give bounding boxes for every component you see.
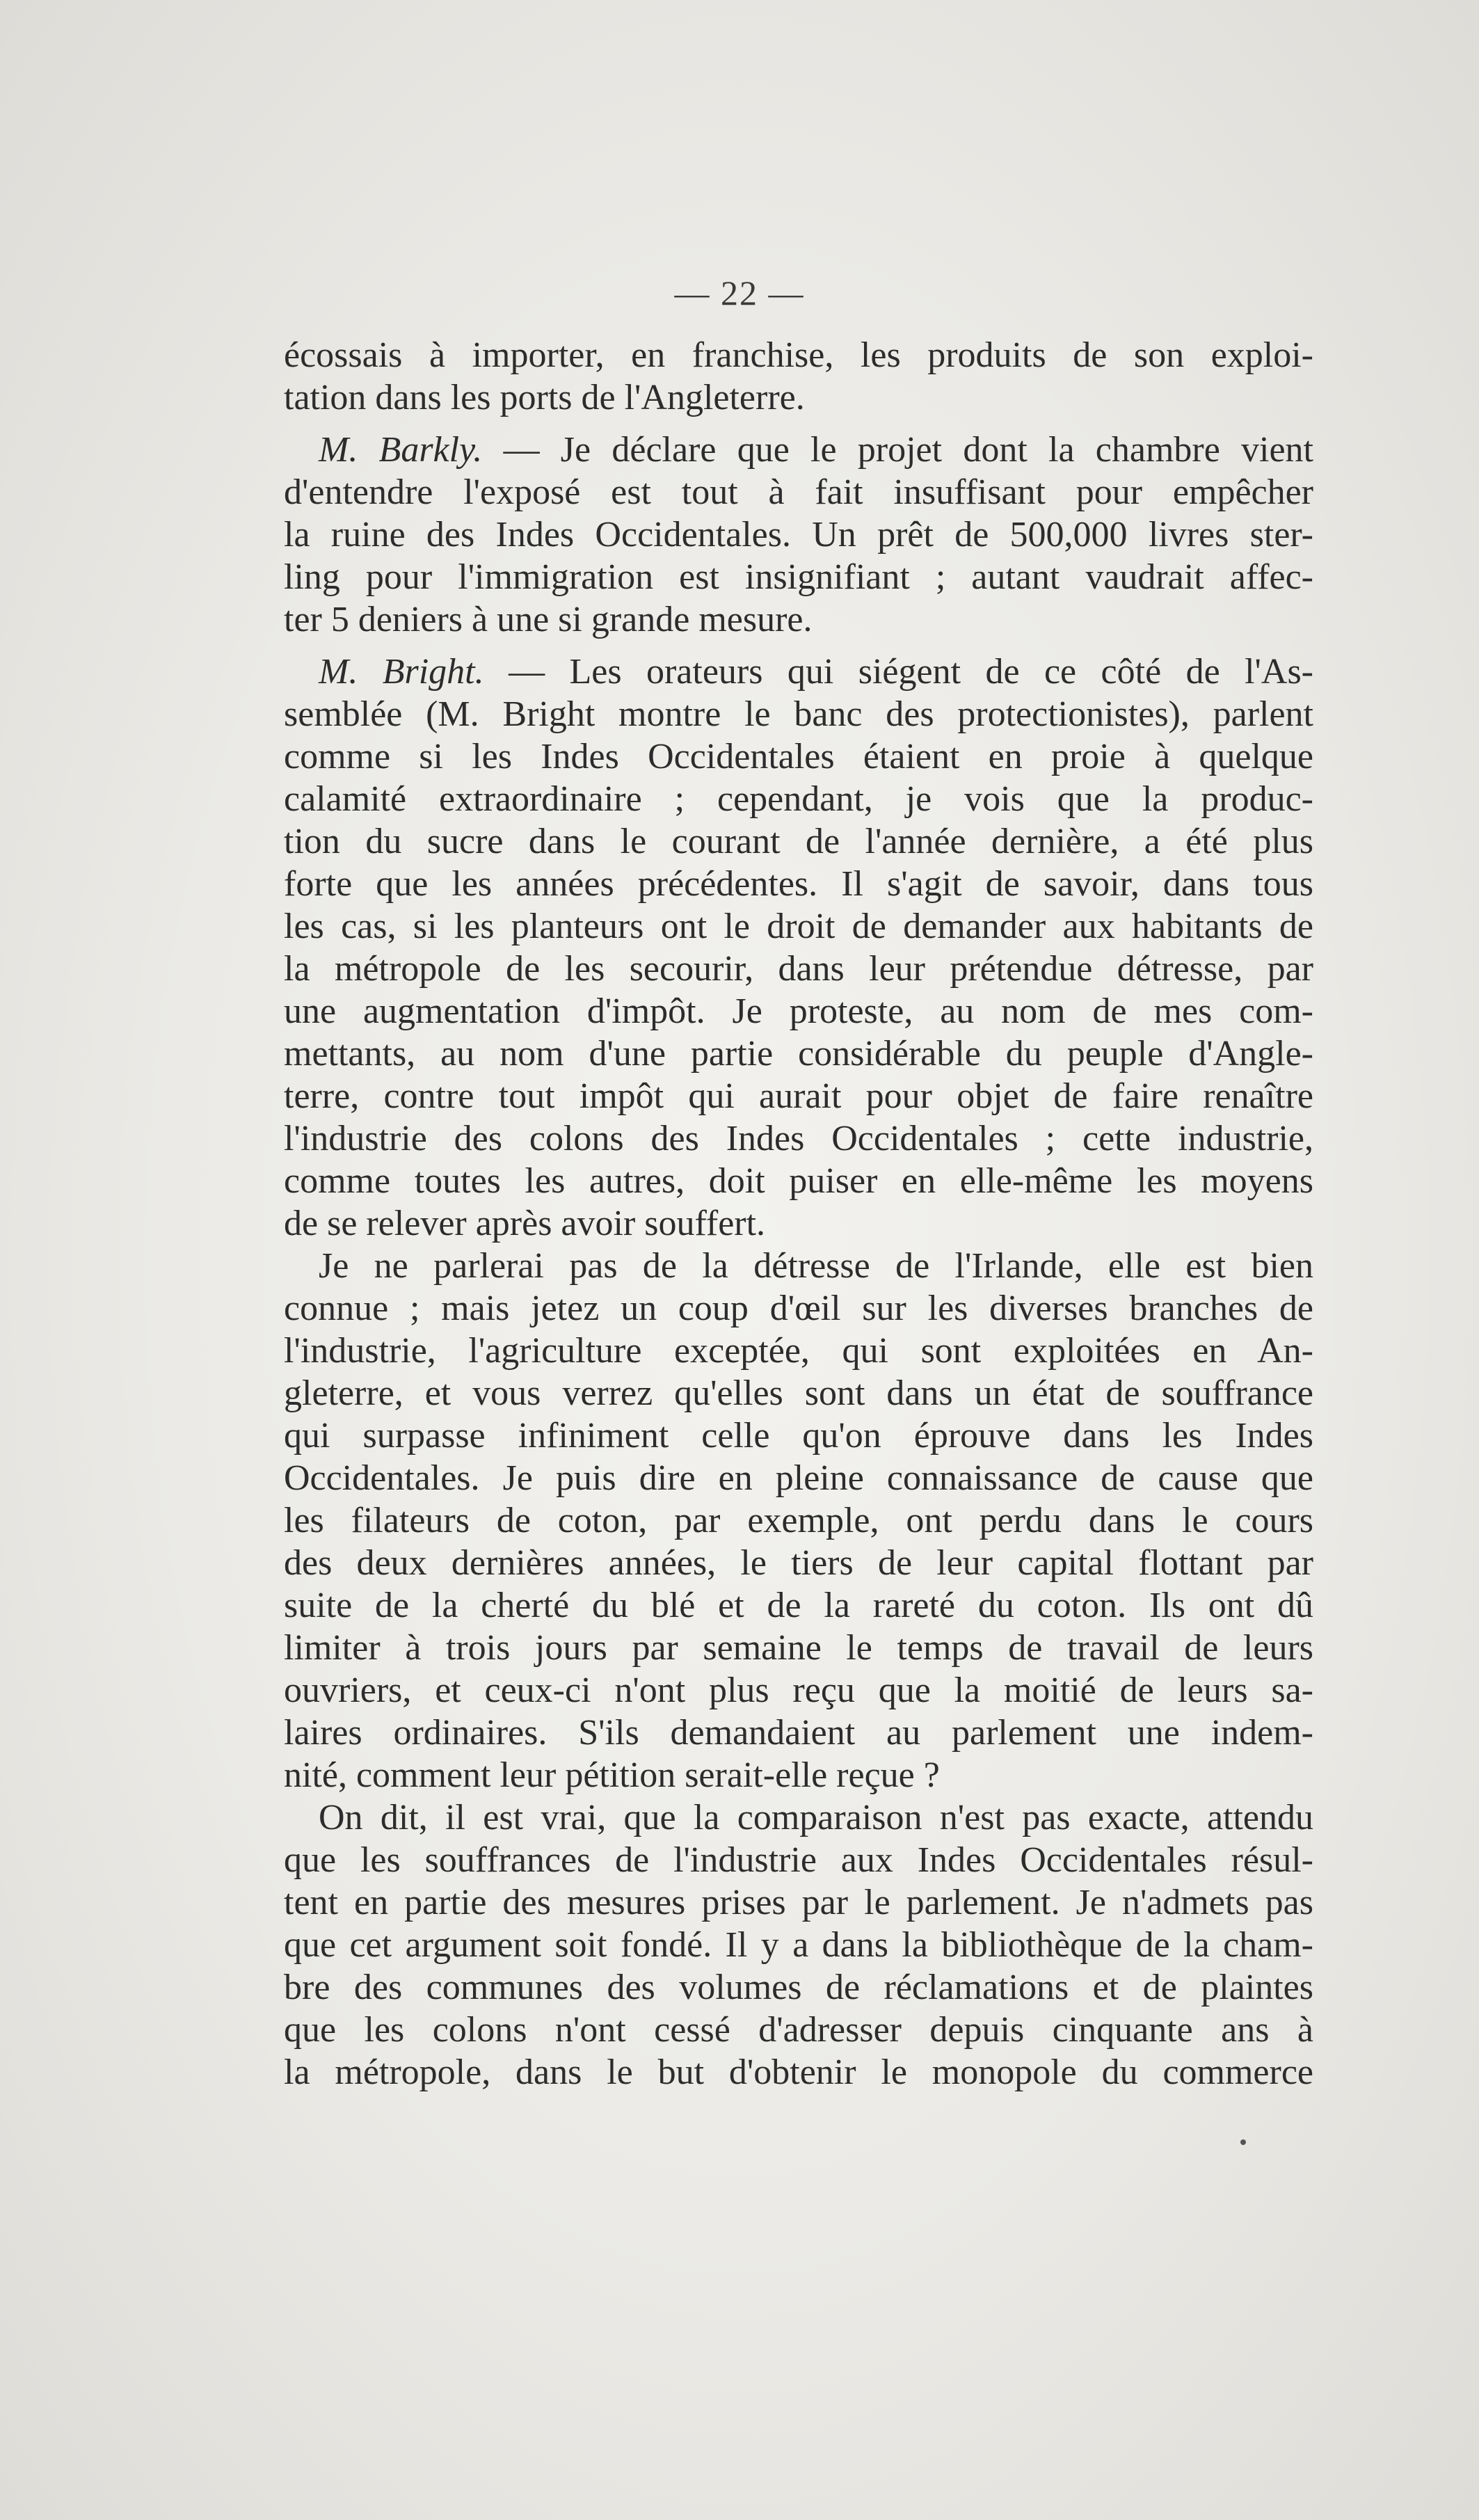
text-line: la métropole, dans le but d'obtenir le monopole du commerce	[284, 2052, 1313, 2092]
text-line: gleterre, et vous verrez qu'elles sont dans un état de souffrance	[284, 1373, 1313, 1413]
text-line: d'entendre l'exposé est tout à fait insuffisant pour empêcher	[284, 472, 1313, 512]
text-line: la métropole de les secourir, dans leur prétendue détresse, par	[284, 949, 1313, 989]
text-line: laires ordinaires. S'ils demandaient au parlement une indem-	[284, 1713, 1313, 1753]
text-line: que cet argument soit fondé. Il y a dans la bibliothèque de la cham-	[284, 1925, 1313, 1965]
text-line: écossais à importer, en franchise, les produits de son exploi-	[284, 335, 1313, 375]
text-line: que les colons n'ont cessé d'adresser depuis cinquante ans à	[284, 2010, 1313, 2050]
text-line: mettants, au nom d'une partie considérable du peuple d'Angle-	[284, 1034, 1313, 1074]
text-line: la ruine des Indes Occidentales. Un prêt de 500,000 livres ster-	[284, 515, 1313, 555]
text-line: ling pour l'immigration est insignifiant ; autant vaudrait affec-	[284, 557, 1313, 597]
text-line: des deux dernières années, le tiers de leur capital flottant par	[284, 1543, 1313, 1583]
text-line: ouvriers, et ceux-ci n'ont plus reçu que la moitié de leurs sa-	[284, 1670, 1313, 1710]
text-line: On dit, il est vrai, que la comparaison n'est pas exacte, attendu	[319, 1798, 1313, 1837]
text-line: comme toutes les autres, doit puiser en elle-même les moyens	[284, 1161, 1313, 1201]
text-line: calamité extraordinaire ; cependant, je vois que la produc-	[284, 779, 1313, 819]
page-number: — 22 —	[674, 273, 805, 312]
text-line: comme si les Indes Occidentales étaient en proie à quelque	[284, 737, 1313, 776]
text-line: les cas, si les planteurs ont le droit de demander aux habitants de	[284, 907, 1313, 946]
speech-text: — Je déclare que le projet dont la chambre vient	[503, 430, 1314, 470]
text-line: suite de la cherté du blé et de la rareté du coton. Ils ont dû	[284, 1586, 1313, 1625]
speech-text: — Les orateurs qui siégent de ce côté de l'As-	[509, 652, 1313, 692]
text-line: semblée (M. Bright montre le banc des protectionistes), parlent	[284, 694, 1313, 734]
text-line: bre des communes des volumes de réclamations et de plaintes	[284, 1968, 1313, 2007]
text-line: de se relever après avoir souffert.	[284, 1204, 766, 1243]
text-line	[284, 651, 1313, 693]
text-line: qui surpasse infiniment celle qu'on éprouve dans les Indes	[284, 1416, 1313, 1456]
text-line: nité, comment leur pétition serait-elle reçue ?	[284, 1755, 940, 1795]
text-line: forte que les années précédentes. Il s'agit de savoir, dans tous	[284, 864, 1313, 904]
text-line	[284, 429, 1313, 471]
text-line: terre, contre tout impôt qui aurait pour objet de faire renaître	[284, 1076, 1313, 1116]
speaker-name: M. Bright.	[319, 652, 484, 692]
text-line: ter 5 deniers à une si grande mesure.	[284, 600, 813, 639]
ink-speck	[1240, 2139, 1246, 2145]
text-line: tation dans les ports de l'Angleterre.	[284, 378, 805, 417]
text-line: l'industrie des colons des Indes Occidentales ; cette industrie,	[284, 1119, 1313, 1158]
text-line: les filateurs de coton, par exemple, ont perdu dans le cours	[284, 1501, 1313, 1540]
text-line: Occidentales. Je puis dire en pleine connaissance de cause que	[284, 1458, 1313, 1498]
text-line: l'industrie, l'agriculture exceptée, qui sont exploitées en An-	[284, 1331, 1313, 1371]
speaker-name: M. Barkly.	[319, 430, 483, 470]
text-line: que les souffrances de l'industrie aux Indes Occidentales résul-	[284, 1840, 1313, 1880]
text-line: tion du sucre dans le courant de l'année dernière, a été plus	[284, 822, 1313, 861]
text-line: limiter à trois jours par semaine le temps de travail de leurs	[284, 1628, 1313, 1668]
text-line: tent en partie des mesures prises par le parlement. Je n'admets pas	[284, 1883, 1313, 1922]
text-line: Je ne parlerai pas de la détresse de l'Irlande, elle est bien	[319, 1246, 1313, 1286]
text-line: connue ; mais jetez un coup d'œil sur les diverses branches de	[284, 1289, 1313, 1328]
text-line: une augmentation d'impôt. Je proteste, au nom de mes com-	[284, 991, 1313, 1031]
body-text	[284, 334, 1313, 2094]
